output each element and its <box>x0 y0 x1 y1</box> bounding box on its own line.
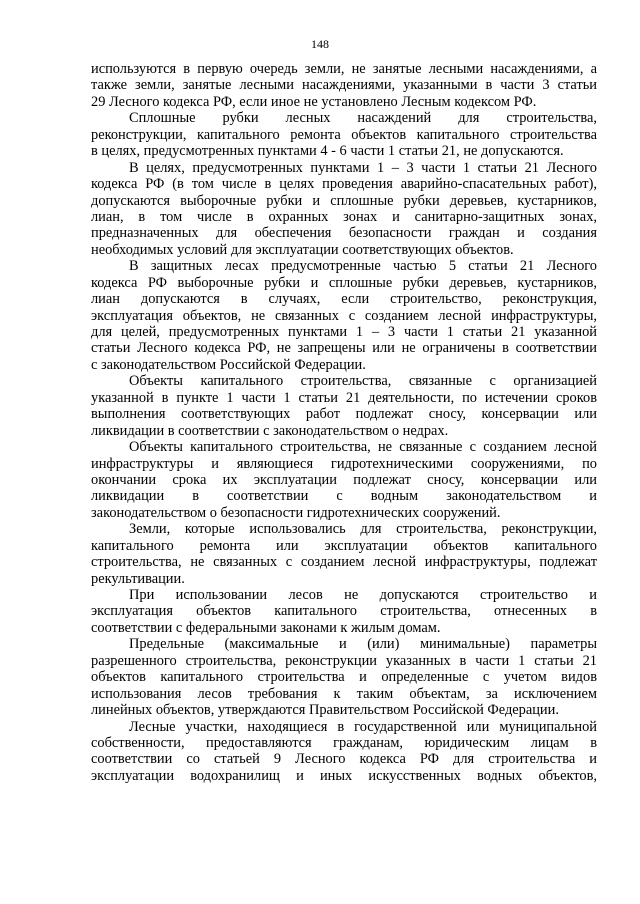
text-line: соответствии со статьей 9 Лесного кодекса РФ для строительства и <box>91 751 597 768</box>
text-line: разрешенного строительства, реконструкции указанных в части 1 статьи 21 <box>91 652 597 669</box>
text-line: также земли, занятые лесными насаждениями, указанными в части 3 статьи <box>91 77 597 94</box>
text-line: окончании срока их эксплуатации подлежат сносу, консервации или <box>91 471 597 488</box>
text-line: лиан, в том числе в охранных зонах и санитарно-защитных зонах, <box>91 208 597 225</box>
text-line: использования лесов требования к таким объектам, за исключением <box>91 685 597 702</box>
text-line: лиан допускаются в случаях, если строительство, реконструкция, <box>91 291 597 308</box>
text-line: кодекса РФ (в том числе в целях проведения аварийно-спасательных работ), <box>91 176 597 193</box>
text-line: рекультивации. <box>91 570 185 587</box>
text-line: инфраструктуры и являющиеся гидротехническими сооружениями, по <box>91 455 597 472</box>
text-line: строительства, не связанных с созданием лесной инфраструктуры, подлежат <box>91 554 597 571</box>
text-line: реконструкции, капитального ремонта объектов капитального строительства <box>91 126 597 143</box>
text-line: капитального ремонта или эксплуатации объектов капитального <box>91 537 597 554</box>
text-line: необходимых условий для эксплуатации соответствующих объектов. <box>91 241 514 258</box>
text-line: Сплошные рубки лесных насаждений для строительства, <box>129 110 597 127</box>
text-line: ликвидации в соответствии с водным законодательством и <box>91 488 597 505</box>
text-line: эксплуатации водохранилищ и иных искусственных водных объектов, <box>91 767 597 784</box>
text-line: При использовании лесов не допускаются строительство и <box>129 587 597 603</box>
page-number: 148 <box>311 37 329 51</box>
text-line: линейных объектов, утверждаются Правительством Российской Федерации. <box>91 702 559 719</box>
text-line: законодательством о безопасности гидротехнических сооружений. <box>91 504 501 521</box>
text-line: эксплуатация объектов, не связанных с созданием лесной инфраструктуры, <box>91 307 597 324</box>
text-line: предназначенных для обеспечения безопасности граждан и создания <box>91 225 597 242</box>
text-line: статьи Лесного кодекса РФ, не запрещены или не ограничены в соответствии <box>91 340 597 357</box>
text-line: с законодательством Российской Федерации. <box>91 356 366 373</box>
text-line: кодекса РФ выборочные рубки и сплошные рубки деревьев, кустарников, <box>91 274 597 291</box>
text-line: выполнения соответствующих работ подлежат сносу, консервации или <box>91 406 597 423</box>
text-line: для целей, предусмотренных пунктами 1 – 3 части 1 статьи 21 указанной <box>91 324 597 340</box>
text-line: Объекты капитального строительства, связанные с организацией <box>129 373 597 390</box>
text-line: соответствии с федеральными законами к жилым домам. <box>91 619 441 636</box>
text-line: в целях, предусмотренных пунктами 4 - 6 части 1 статьи 21, не допускаются. <box>91 143 564 160</box>
text-line: допускаются выборочные рубки и сплошные рубки деревьев, кустарников, <box>91 192 597 209</box>
text-line: Земли, которые использовались для строительства, реконструкции, <box>129 521 597 538</box>
text-line: В целях, предусмотренных пунктами 1 – 3 части 1 статьи 21 Лесного <box>129 159 597 176</box>
text-line: используются в первую очередь земли, не занятые лесными насаждениями, а <box>91 61 597 77</box>
text-line: В защитных лесах предусмотренные частью 5 статьи 21 Лесного <box>129 258 597 275</box>
document-body <box>91 61 597 784</box>
text-line: объектов капитального строительства и определенные с учетом видов <box>91 669 597 686</box>
text-line: собственности, предоставляются гражданам, юридическим лицам в <box>91 734 597 751</box>
text-line: ликвидации в соответствии с законодательством о недрах. <box>91 422 449 439</box>
text-line: указанной в пункте 1 части 1 статьи 21 деятельности, по истечении сроков <box>91 389 597 406</box>
text-line: эксплуатация объектов капитального строительства, отнесенных в <box>91 603 597 620</box>
text-line: Объекты капитального строительства, не связанные с созданием лесной <box>129 439 597 456</box>
text-line: Лесные участки, находящиеся в государственной или муниципальной <box>129 718 597 735</box>
text-line: Предельные (максимальные и (или) минимальные) параметры <box>129 636 597 653</box>
text-line: 29 Лесного кодекса РФ, если иное не установлено Лесным кодексом РФ. <box>91 93 537 110</box>
